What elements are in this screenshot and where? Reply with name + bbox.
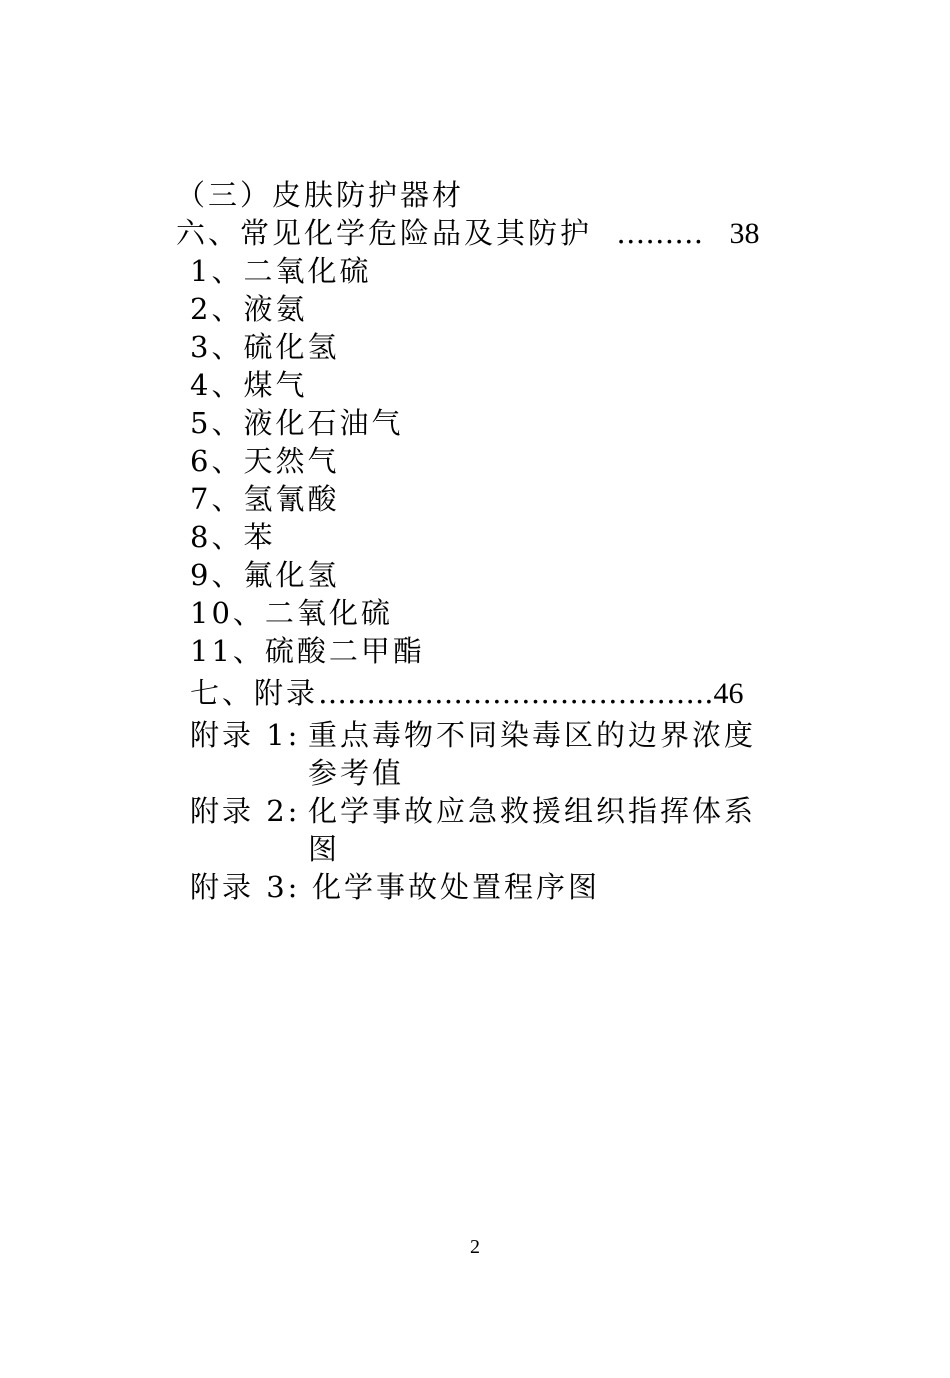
toc-item-11: 11、硫酸二甲酯: [190, 634, 425, 668]
toc-appendix-3-text-1: 化学事故处置程序图: [312, 870, 601, 904]
toc-item-1: 1、二氧化硫: [190, 254, 372, 288]
toc-appendix-2-label: 附录 2:: [190, 794, 301, 828]
toc-section-7-label: 七、附录: [190, 676, 319, 710]
toc-appendix-2-text-1: 化学事故应急救援组织指挥体系: [308, 794, 757, 828]
toc-item-6: 6、天然气: [190, 444, 340, 478]
toc-item-8: 8、苯: [190, 520, 276, 554]
toc-appendix-1-label: 附录 1:: [190, 718, 301, 752]
toc-section-6-page: 38: [729, 217, 760, 250]
toc-section-7-page: 46: [713, 677, 744, 710]
toc-section-6-dots: ………: [616, 216, 704, 250]
toc-section-7: [190, 674, 743, 713]
toc-item-3: 3、硫化氢: [190, 330, 340, 364]
toc-skin-protection: （三）皮肤防护器材: [176, 178, 465, 212]
toc-appendix-1-text-1: 重点毒物不同染毒区的边界浓度: [308, 718, 757, 752]
page-number: 2: [470, 1236, 480, 1258]
toc-appendix-2-text-2: 图: [308, 832, 341, 866]
toc-item-10: 10、二氧化硫: [190, 596, 393, 630]
toc-item-5: 5、液化石油气: [190, 406, 404, 440]
toc-appendix-3-label: 附录 3:: [190, 870, 301, 904]
toc-section-6-label: 六、常见化学危险品及其防护: [176, 216, 593, 250]
toc-item-7: 7、氢氰酸: [190, 482, 340, 516]
toc-section-6: [176, 214, 759, 253]
toc-appendix-1-text-2: 参考值: [308, 756, 405, 790]
toc-item-9: 9、氟化氢: [190, 558, 340, 592]
toc-item-2: 2、液氨: [190, 292, 308, 326]
toc-section-7-dots: …………………………………..: [318, 676, 714, 710]
toc-item-4: 4、煤气: [190, 368, 308, 402]
